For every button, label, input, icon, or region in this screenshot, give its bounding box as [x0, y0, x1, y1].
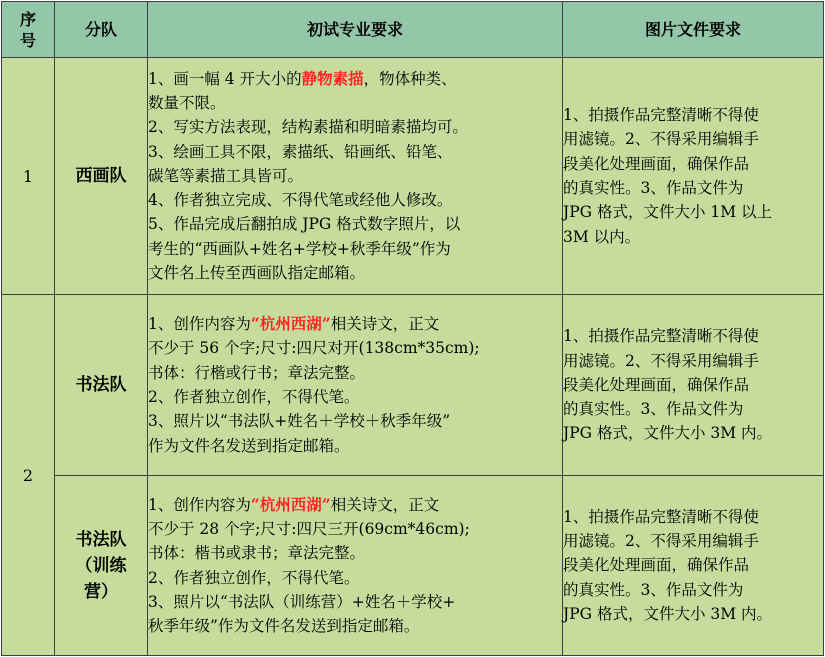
req-line: 书体：楷书或隶书；章法完整。 — [148, 544, 366, 563]
req-line — [148, 67, 562, 91]
req-highlight: “杭州西湖” — [250, 494, 331, 514]
req-line: 秋季年级”作为文件名发送到指定邮箱。 — [148, 617, 420, 636]
file-line: 1、拍摄作品完整清晰不得使 — [563, 106, 759, 125]
req-highlight: 静物素描 — [301, 68, 364, 88]
file-line: 的真实性。3、作品文件为 — [563, 580, 744, 599]
req-line: 3、照片以“书法队（训练营）+姓名＋学校+ — [148, 592, 456, 611]
file-requirement-text — [563, 295, 824, 476]
file-line: 的真实性。3、作品文件为 — [563, 400, 744, 419]
table-row — [2, 476, 824, 656]
req-text: 1、画一幅 4 开大小的 — [148, 69, 302, 88]
req-line: 考生的“西画队+姓名+学校+秋季年级”作为 — [148, 239, 451, 258]
file-line: JPG 格式，文件大小 1M 以上 — [563, 203, 773, 222]
req-line: 不少于 28 个字;尺寸:四尺三开(69cm*46cm); — [148, 519, 470, 538]
header-req: 初试专业要求 — [148, 2, 563, 58]
file-requirement-text — [563, 476, 824, 656]
req-text: 相关诗文，正文 — [330, 495, 440, 514]
file-line: 的真实性。3、作品文件为 — [563, 179, 744, 197]
header-seq — [2, 2, 55, 58]
header-seq-label: 序号 — [19, 9, 36, 50]
file-line: JPG 格式，文件大小 3M 内。 — [563, 604, 773, 623]
req-line — [148, 312, 562, 336]
team-name — [55, 476, 148, 656]
header-row — [2, 2, 824, 58]
table-row — [2, 295, 824, 476]
requirement-text — [148, 295, 563, 476]
file-line: 1、拍摄作品完整清晰不得使 — [563, 507, 759, 526]
req-line: 3、绘画工具不限，素描纸、铅画纸、铅笔、 — [148, 142, 453, 161]
file-line: 用滤镜。2、不得采用编辑手 — [563, 351, 759, 370]
requirements-table — [1, 1, 824, 656]
requirement-text — [148, 476, 563, 656]
req-line: 3、照片以“书法队+姓名＋学校＋秋季年级” — [148, 412, 451, 431]
team-name: 书法队 — [55, 295, 148, 476]
file-line: 段美化处理画面，确保作品 — [563, 556, 750, 575]
file-line: 用滤镜。2、不得采用编辑手 — [563, 532, 759, 551]
req-line: 作为文件名发送到指定邮箱。 — [148, 436, 350, 455]
team-name-line: 营） — [84, 581, 118, 602]
req-highlight: “杭州西湖” — [250, 314, 331, 334]
req-line: 5、作品完成后翻拍成 JPG 格式数字照片，以 — [148, 215, 461, 234]
requirement-text — [148, 58, 563, 295]
file-line: 用滤镜。2、不得采用编辑手 — [563, 130, 759, 149]
header-team: 分队 — [55, 2, 148, 58]
file-line: 3M 以内。 — [563, 227, 641, 246]
req-text: ，物体种类、 — [363, 69, 457, 88]
file-requirement-text — [563, 58, 824, 295]
table-row — [2, 58, 824, 295]
file-line: JPG 格式，文件大小 3M 内。 — [563, 424, 773, 443]
req-line: 4、作者独立完成、不得代笔或经他人修改。 — [148, 191, 453, 210]
req-line: 数量不限。 — [148, 93, 226, 112]
req-line — [148, 493, 562, 517]
req-text: 1、创作内容为 — [148, 495, 251, 514]
req-text: 1、创作内容为 — [148, 315, 251, 334]
file-line: 段美化处理画面，确保作品 — [563, 375, 750, 394]
team-name: 西画队 — [55, 58, 148, 295]
req-line: 2、写实方法表现，结构素描和明暗素描均可。 — [148, 118, 468, 137]
req-line: 2、作者独立创作，不得代笔。 — [148, 568, 360, 587]
req-text: 相关诗文，正文 — [330, 315, 440, 334]
req-line: 书体：行楷或行书；章法完整。 — [148, 363, 366, 382]
row-number: 2 — [2, 295, 55, 656]
file-line: 段美化处理画面，确保作品 — [563, 154, 750, 173]
header-file: 图片文件要求 — [563, 2, 824, 58]
row-number: 1 — [2, 58, 55, 295]
req-line: 2、作者独立创作，不得代笔。 — [148, 388, 360, 406]
file-line: 1、拍摄作品完整清晰不得使 — [563, 327, 759, 346]
team-name-line: （训练 — [75, 555, 127, 576]
req-line: 碳笔等素描工具皆可。 — [148, 166, 304, 185]
team-name-line: 书法队 — [75, 529, 127, 550]
req-line: 文件名上传至西画队指定邮箱。 — [148, 264, 366, 283]
req-line: 不少于 56 个字;尺寸:四尺对开(138cm*35cm); — [148, 339, 480, 358]
